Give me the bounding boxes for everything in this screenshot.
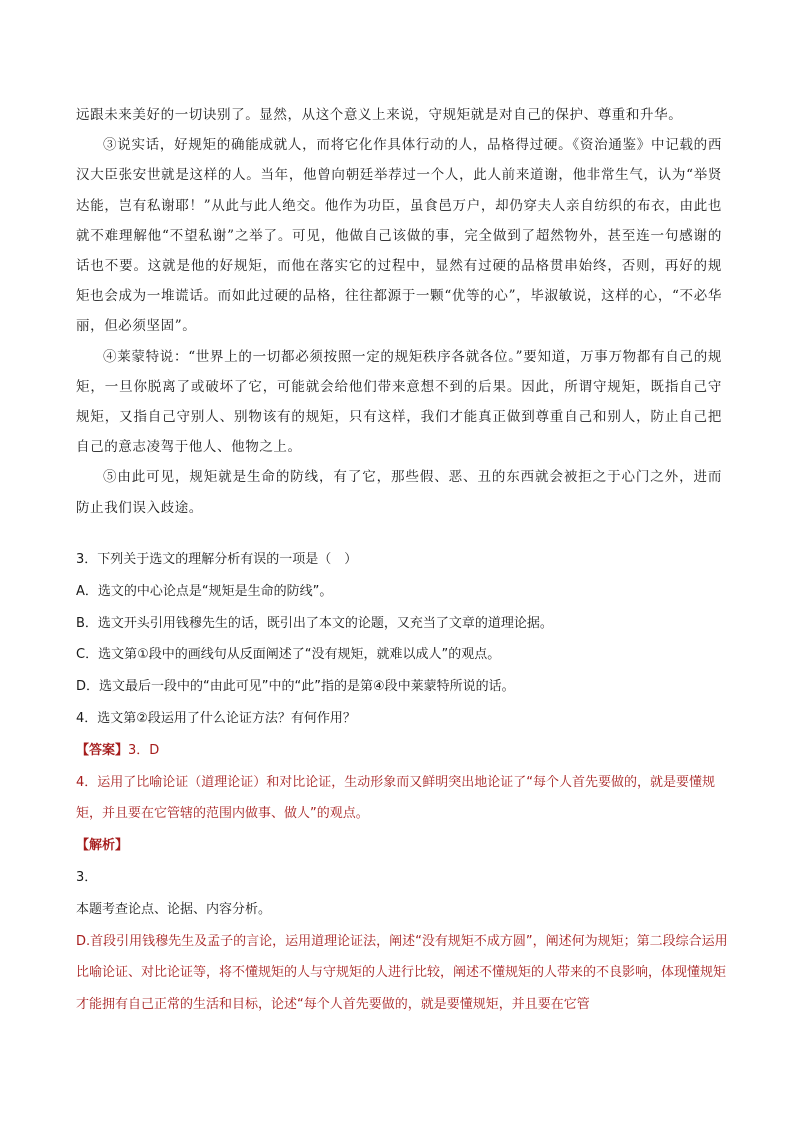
questions-and-answers <box>76 544 736 1021</box>
passage-paragraph-5: ⑤由此可见，规矩就是生命的防线，有了它，那些假、恶、丑的东西就会被拒之于心门之外，进而防止我们误入歧途。 <box>76 469 722 516</box>
passage-paragraph-3: ③说实话，好规矩的确能成就人，而将它化作具体行动的人，品格得过硬。《资治通鉴》中记载的西汉大臣张安世就是这样的人。当年，他曾向朝廷举荐过一个人，此人前来道谢，他非常生气，认为“举贤达能，岂有私谢耶！”从此与此人绝交。他作为功臣，虽食邑万户，却仍穿夫人亲自纺织的布衣，由此也就不难理解他“不望私谢”之举了。可见，他做自己该做的事，完全做到了超然物外，甚至连一句感谢的话也不要。这就是他的好规矩，而他在落实它的过程中，显然有过硬的品格贯串始终，否则，再好的规矩也会成为一堆谎话。而如此过硬的品格，往往都源于一颗“优等的心”，毕淑敏说，这样的心，“不必华丽，但必须坚固”。 <box>76 137 722 335</box>
analysis-number: 3． <box>76 869 98 885</box>
question-3-option-b: B．选文开头引用钱穆先生的话，既引出了本文的论题，又充当了文章的道理论据。 <box>76 615 553 631</box>
analysis-label: 【解析】 <box>76 838 129 854</box>
question-3-option-d: D．选文最后一段中的“由此可见”中的“此”指的是第④段中莱蒙特所说的话。 <box>76 679 515 695</box>
answer-label: 【答案】 <box>76 742 129 758</box>
answer-3: 3．D <box>128 742 160 758</box>
analysis-intro: 本题考查论点、论据、内容分析。 <box>76 901 272 917</box>
passage-paragraph-4: ④莱蒙特说：“世界上的一切都必须按照一定的规矩秩序各就各位。”要知道，万事万物都有自己的规矩，一旦你脱离了或破坏了它，可能就会给他们带来意想不到的后果。因此，所谓守规矩，既指自己守规矩，又指自己守别人、别物该有的规矩，只有这样，我们才能真正做到尊重自己和别人，防止自己把自己的意志凌驾于他人、他物之上。 <box>76 348 722 456</box>
passage-paragraph-continuation: 远跟未来美好的一切诀别了。显然，从这个意义上来说，守规矩就是对自己的保护、尊重和升华。 <box>76 107 683 123</box>
reading-passage <box>76 100 722 523</box>
question-4-stem: 4．选文第②段运用了什么论证方法？有何作用？ <box>76 710 356 726</box>
analysis-option-d-text: D.首段引用钱穆先生及孟子的言论，运用道理论证法，阐述“没有规矩不成方圆”，阐述何为规矩；第二段综合运用比喻论证、对比论证等，将不懂规矩的人与守规矩的人进行比较，阐述不懂规矩的人带来的不良影响，体现懂规矩才能拥有自己正常的生活和目标，论述“每个人首先要做的，就是要懂规矩，并且要在它管 <box>76 933 728 1013</box>
question-3-stem: 3．下列关于选文的理解分析有误的一项是（ ） <box>76 552 358 567</box>
question-3-option-a: A．选文的中心论点是“规矩是生命的防线”。 <box>76 583 333 599</box>
question-3-option-c: C．选文第①段中的画线句从反面阐述了“没有规矩，就难以成人”的观点。 <box>76 647 501 663</box>
analysis-option-d <box>76 926 736 1021</box>
answer-4: 4．运用了比喻论证（道理论证）和对比论证，生动形象而又鲜明突出地论证了“每个人首先要做的，就是要懂规矩，并且要在它管辖的范围内做事、做人”的观点。 <box>76 774 716 822</box>
answer-line <box>76 735 736 767</box>
